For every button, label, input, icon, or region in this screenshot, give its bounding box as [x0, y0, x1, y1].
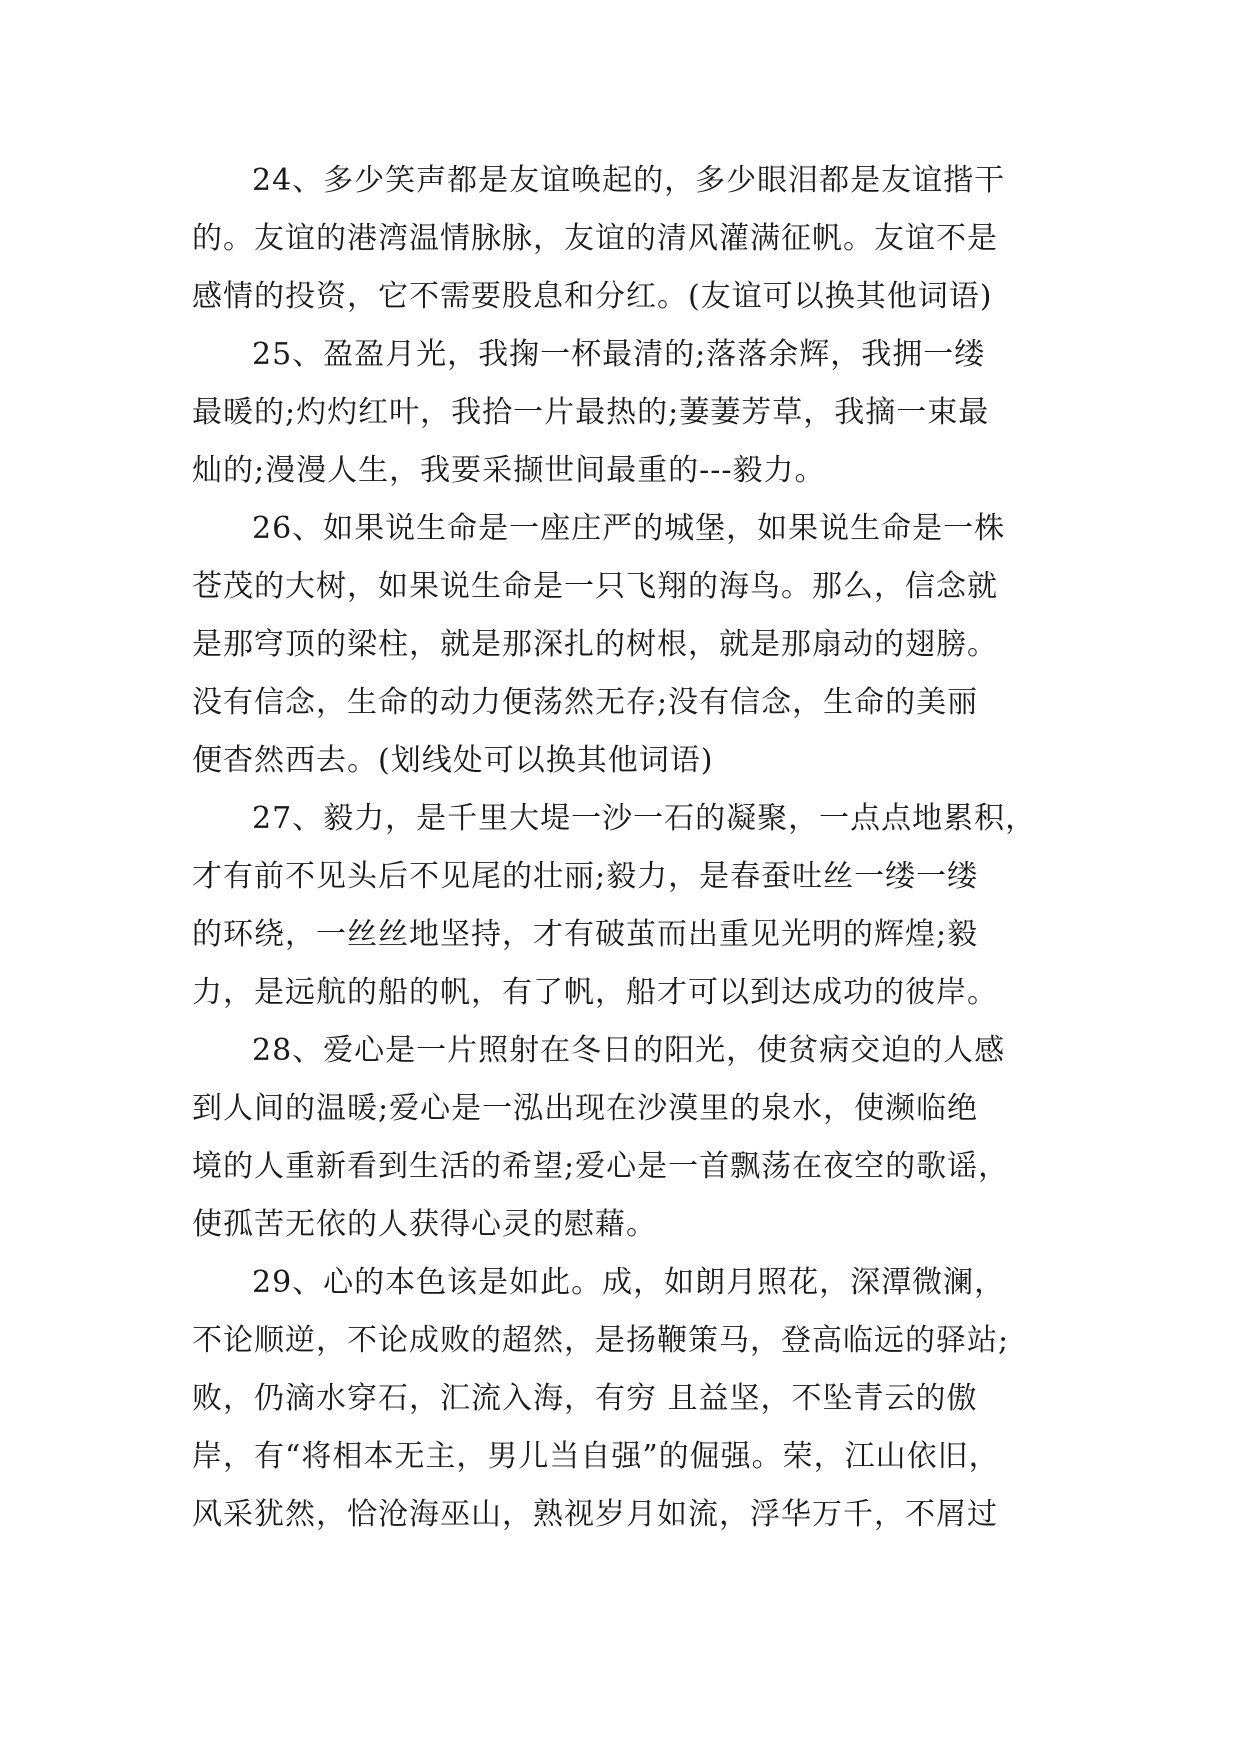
paragraph-p28 [192, 1022, 1072, 1254]
paragraph-p24 [192, 152, 1072, 326]
text-line: 24、多少笑声都是友谊唤起的，多少眼泪都是友谊揩干 [252, 163, 1006, 198]
text-line: 力，是远航的船的帆，有了帆，船才可以到达成功的彼岸。 [192, 975, 998, 1010]
text-line: 灿的;漫漫人生，我要采撷世间最重的---毅力。 [192, 453, 826, 488]
paragraph-p29 [192, 1254, 1072, 1544]
text-line: 最暖的;灼灼红叶，我拾一片最热的;萋萋芳草，我摘一束最 [192, 395, 990, 430]
text-line: 风采犹然，恰沧海巫山，熟视岁月如流，浮华万千，不屑过 [192, 1497, 998, 1532]
text-line: 是那穹顶的梁柱，就是那深扎的树根，就是那扇动的翅膀。 [192, 627, 998, 662]
paragraph-p25 [192, 326, 1072, 500]
text-line: 败，仍滴水穿石，汇流入海，有穷 且益坚，不坠青云的傲 [192, 1381, 978, 1416]
text-line: 到人间的温暖;爱心是一泓出现在沙漠里的泉水，使濒临绝 [192, 1091, 979, 1126]
text-line: 27、毅力，是千里大堤一沙一石的凝聚，一点点地累积， [252, 801, 1037, 836]
document-body [192, 152, 1072, 1544]
paragraph-p26 [192, 500, 1072, 790]
text-line: 才有前不见头后不见尾的壮丽;毅力，是春蚕吐丝一缕一缕 [192, 859, 979, 894]
text-line: 苍茂的大树，如果说生命是一只飞翔的海鸟。那么，信念就 [192, 569, 998, 604]
text-line: 感情的投资，它不需要股息和分红。(友谊可以换其他词语) [192, 279, 993, 314]
text-line: 29、心的本色该是如此。成，如朗月照花，深潭微澜， [252, 1265, 1006, 1300]
text-line: 岸，有“将相本无主，男儿当自强”的倔强。荣，江山依旧， [192, 1439, 1000, 1474]
text-line: 境的人重新看到生活的希望;爱心是一首飘荡在夜空的歌谣， [192, 1149, 1010, 1184]
text-line: 26、如果说生命是一座庄严的城堡，如果说生命是一株 [252, 511, 1006, 546]
text-line: 25、盈盈月光，我掬一杯最清的;落落余辉，我拥一缕 [252, 337, 986, 372]
text-line: 的环绕，一丝丝地坚持，才有破茧而出重见光明的辉煌;毅 [192, 917, 979, 952]
paragraph-p27 [192, 790, 1072, 1022]
text-line: 的。友谊的港湾温情脉脉，友谊的清风灌满征帆。友谊不是 [192, 221, 998, 256]
text-line: 使孤苦无依的人获得心灵的慰藉。 [192, 1207, 657, 1242]
text-line: 没有信念，生命的动力便荡然无存;没有信念，生命的美丽 [192, 685, 979, 720]
text-line: 28、爱心是一片照射在冬日的阳光，使贫病交迫的人感 [252, 1033, 1006, 1068]
text-line: 便杳然西去。(划线处可以换其他词语) [192, 743, 714, 778]
text-line: 不论顺逆，不论成败的超然，是扬鞭策马，登高临远的驿站; [192, 1323, 1010, 1358]
